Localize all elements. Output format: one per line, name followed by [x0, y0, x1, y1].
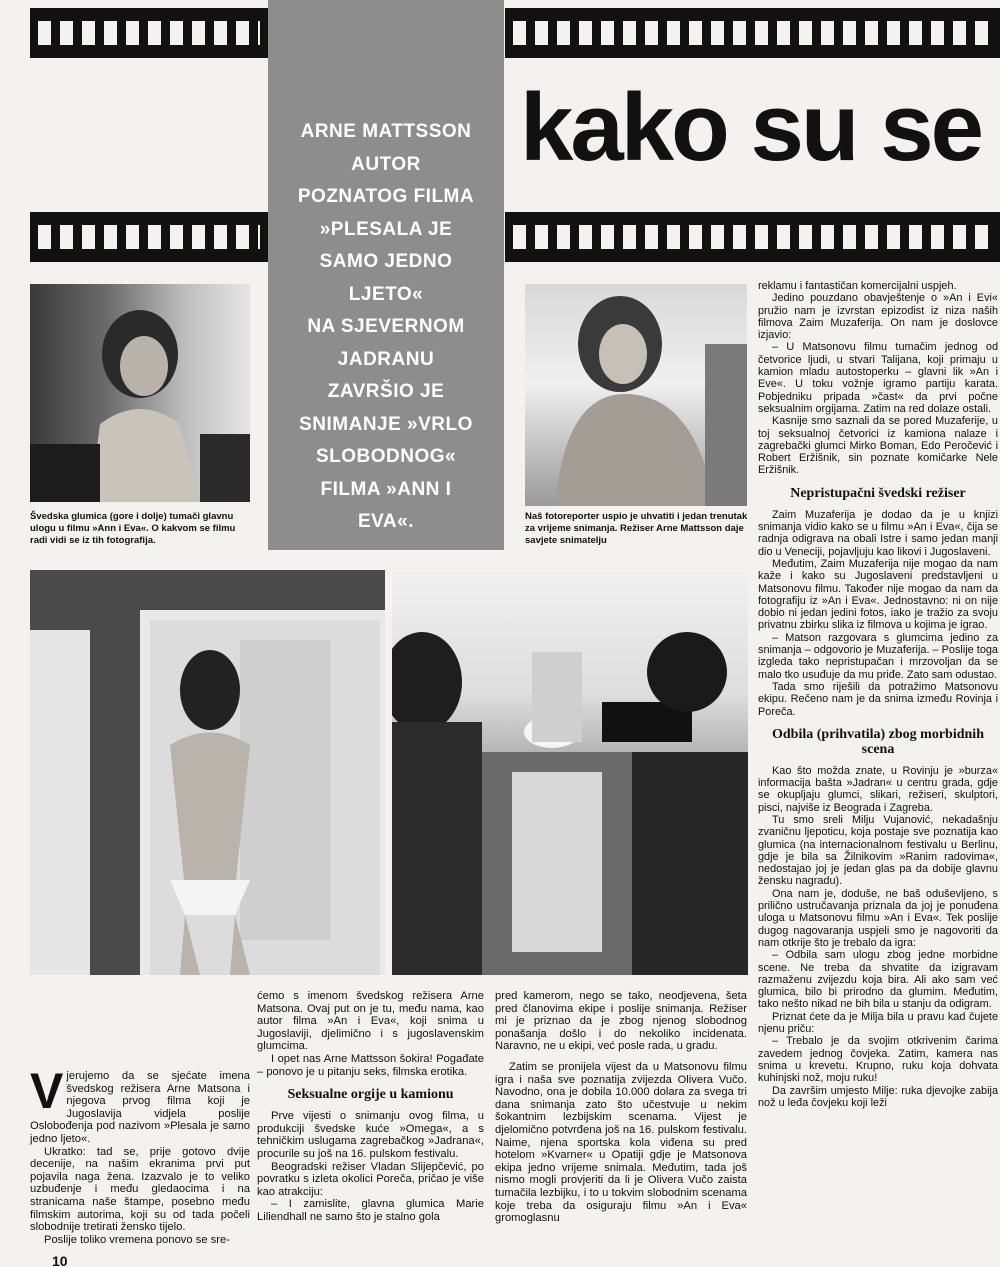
intro-text	[268, 116, 504, 539]
intro-line: AUTOR	[351, 153, 421, 175]
caption-photo-1: Švedska glumica (gore i dolje) tumači glavnu ulogu u filmu »Ann i Eva«. O kakvom se filmu radi vidi se iz tih fotografija.	[30, 511, 236, 546]
intro-line: JADRANU	[337, 348, 435, 370]
paragraph: – U Matsonovu filmu tumačim jednog od četvorice ljudi, u stvari Talijana, koji primaju u kamion mladu autostoperku – glavni lik »An i Eve«. U toku vožnje igramo partiju karata. Pobjedniku pripada »čast« da prvi počne seksualnim orgijama. Zatim na red dolaze ostali.	[758, 341, 998, 415]
intro-line: NA SJEVERNOM	[307, 316, 465, 337]
paragraph: – Matson razgovara s glumcima jedino za snimanja – odgovorio je Muzaferija. – Poslije toga izgleda tako nepristupačan i mrzovoljan da se malo tko usuđuje da mu priđe. Zato sam odustao.	[758, 631, 998, 681]
paragraph: pred kamerom, nego se tako, neodjevena, šeta pred članovima ekipe i poslije snimanja. Režiser mi je priznao da je zbog njenog slobodnog ponašanja došlo i do nekoliko incidenata. Naravno, ne u ekipi, već posle rada, u gradu.	[495, 990, 747, 1053]
paragraph: Tu smo sreli Milju Vujanović, nekadašnju zvaničnu ljepoticu, koja postaje sve poznatija kao glumica (na internacionalnom festivalu u Berlinu, gdje je bila sa Žilnikovim »Ranim radovima«, nedostajao joj je jedan glas pa da dobije glavnu žensku nagradu).	[758, 813, 998, 888]
paragraph: Međutim, Zaim Muzaferija nije mogao da nam kaže i kako su Jugoslaveni predstavljeni u Matsonovu filmu. Također nije mogao da nam da fotografiju iz »An i Eva«. Jednostavno: ni on nije dobio ni jedan jedini fotos, iako je tražio za svoju privatnu zbirku slika iz filmova u kojima je igrao.	[758, 557, 998, 632]
paragraph: Da završim umjesto Milje: ruka djevojke zabija nož u leđa čovjeku koji leži	[758, 1084, 998, 1109]
paragraph: – I zamislite, glavna glumica Marie Liliendhall ne samo što je stalno gola	[257, 1198, 484, 1223]
paragraph: Ukratko: tad se, prije gotovo dvije decenije, na našim ekranima prvi put pojavila naga žena. Izazvalo je to veliko uzbuđenje i među gledaocima i na stranicama naše štampe, posebno među filmskim autorima, koji su od tada počeli slobodnije tretirati žensko tijelo.	[30, 1145, 250, 1234]
intro-line: EVA«.	[357, 511, 414, 532]
article-column-right	[758, 280, 998, 1109]
intro-line: ZAVRŠIO JE	[327, 381, 445, 402]
paragraph: reklamu i fantastičan komercijalni uspjeh.	[758, 280, 957, 292]
paragraph: Jedino pouzdano obavještenje o »An i Evi« pružio nam je izvrstan epizodist iz niza naših filmova Zaim Muzaferija. On nam je doslovce izjavio:	[758, 292, 998, 342]
article-column-2	[257, 990, 484, 1224]
paragraph: Priznat ćete da je Milja bila u pravu kad čujete njenu priču:	[758, 1010, 998, 1036]
intro-line: LJETO«	[348, 283, 424, 305]
drop-cap: V	[30, 1063, 64, 1119]
subheading: Nepristupačni švedski režiser	[790, 485, 966, 501]
film-strip-mid-left	[30, 212, 268, 262]
paragraph: I opet nas Arne Mattsson šokira! Pogađate – ponovo je u pitanju seks, filmska erotika.	[257, 1052, 484, 1078]
paragraph: Tada smo riješili da potražimo Matsonovu ekipu. Rečeno nam je da snima između Rovinja i Poreča.	[758, 680, 998, 718]
paragraph: Kao što možda znate, u Rovinju je »burza« informacija bašta »Jadran« u centru grada, gdje se okupljaju glumci, slikari, režiseri, skulptori, pisci, najviše iz Beograda i Zagreba.	[758, 764, 998, 814]
intro-line: POZNATOG FILMA	[297, 186, 475, 207]
subheading: Seksualne orgije u kamionu	[287, 1087, 454, 1103]
intro-box	[268, 0, 504, 550]
photo-actress-doorway	[30, 570, 385, 975]
paragraph: Poslije toliko vremena ponovo se sre-	[44, 1233, 230, 1246]
paragraph	[30, 1063, 250, 1146]
film-strip-top-right	[505, 8, 1000, 58]
paragraph: Kasnije smo saznali da se pored Muzaferije, u toj seksualnoj četvorici iz kamiona nalaze i zagrebački glumci Mirko Boman, Edo Peročević i Robert Eržišnik, sin poznate komičarke Nele Eržišnik.	[758, 415, 998, 477]
paragraph: Zatim se pronijela vijest da u Matsonovu filmu igra i naša sve poznatija zvijezda Olivera Vučo. Navodno, ona je dobila 10.000 dolara za svega tri dana snimanja zato što učestvuje u nekim šokantnim lezbijskim scenama. Vijest je djelomično potvrđena još na 16. pulskom festivalu. Naime, njena sportska kola viđena su pred hotelom »Kvarner« u Opatiji gdje je Matsonova ekipa jedno vrijeme snimala. Međutim, tada još nismo mogli provjeriti da li je Olivera Vučo zaista tumačila lezbijku, i to u tokvim slobodnim scenama koje treba da osiguraju filmu »An i Eva« gromoglasnu	[495, 1060, 747, 1225]
intro-line: SAMO JEDNO	[319, 251, 453, 272]
paragraph: Ona nam je, doduše, ne baš oduševljeno, s prilično ustručavanja priznala da joj je ponuđena uloga u Matsonovu filmu »An i Eva«. Tek poslije dugog nagovaranja uspjeli smo je nagovoriti da nam otkrije što je trebalo da igra:	[758, 887, 998, 949]
subheading: Odbila (prihvatila) zbog morbidnih scena	[772, 726, 984, 757]
intro-line: SNIMANJE »VRLO	[299, 413, 473, 435]
photo-actress-portrait	[30, 284, 250, 502]
paragraph: ćemo s imenom švedskog režisera Arne Matsona. Ovaj put on je tu, među nama, kao autor filma »An i Eva«, koji snima u Jugoslaviji, djelimično i s jugoslavenskim glumcima.	[257, 990, 484, 1053]
article-column-1	[30, 1020, 250, 1246]
caption-photo-2: Naš fotoreporter uspio je uhvatiti i jedan trenutak za vrijeme snimanja. Režiser Arne Mattsson daje savjete snimatelju	[525, 511, 748, 546]
paragraph: Prve vijesti o snimanju ovog filma, u produkciji švedske kuće »Omega«, a s tehničkim uslugama zagrebačkog »Jadrana«, procurile su još na 16. pulskom festivalu.	[257, 1110, 484, 1160]
paragraph: – Trebalo je da svojim otkrivenim čarima zavedem jednog čovjeka. Zatim, kamera nas snima u krevetu. Krupno, ruku koja dohvata kuhinjski nož, moju ruku!	[758, 1035, 998, 1085]
headline: kako su se	[520, 74, 981, 181]
article-column-3	[495, 990, 747, 1225]
film-strip-mid-right	[505, 212, 1000, 262]
intro-line: FILMA »ANN I	[320, 478, 452, 500]
photo-actress-closeup	[525, 284, 747, 506]
intro-line: »PLESALA JE	[319, 218, 453, 240]
paragraph: Beogradski režiser Vladan Slijepčević, po povratku s izleta okolici Poreča, pričao je više kao atrakciju:	[257, 1160, 484, 1198]
intro-line: SLOBODNOG«	[315, 446, 457, 467]
film-strip-top-left	[30, 8, 268, 58]
photo-film-crew	[392, 572, 748, 975]
page-number: 10	[52, 1256, 68, 1267]
paragraph-text: jerujemo da se sjećate imena švedskog režisera Arne Matsona i njegova prvog filma koji je Jugoslavija vidjela poslije Oslobođenja pod nazivom »Plesala je samo jedno ljeto«.	[30, 1070, 250, 1145]
paragraph: – Odbila sam ulogu zbog jedne morbidne scene. Ne treba da shvatite da izigravam razmaženu zvijezdu koja bira. Ali ako sam već glumica, bilo bi prirodno da glumim. Međutim, tako nešto nikad ne bih bila u stanju da odigram.	[758, 949, 998, 1011]
paragraph: Zaim Muzaferija je dodao da je u knjizi snimanja vidio kako se u filmu »An i Eva«, čija se radnja odigrava na obali Istre i samo jedan manji dio u Veneciji, pojavljuju kao likovi i Jugoslaveni.	[758, 508, 998, 558]
intro-line: ARNE MATTSSON	[300, 121, 472, 142]
